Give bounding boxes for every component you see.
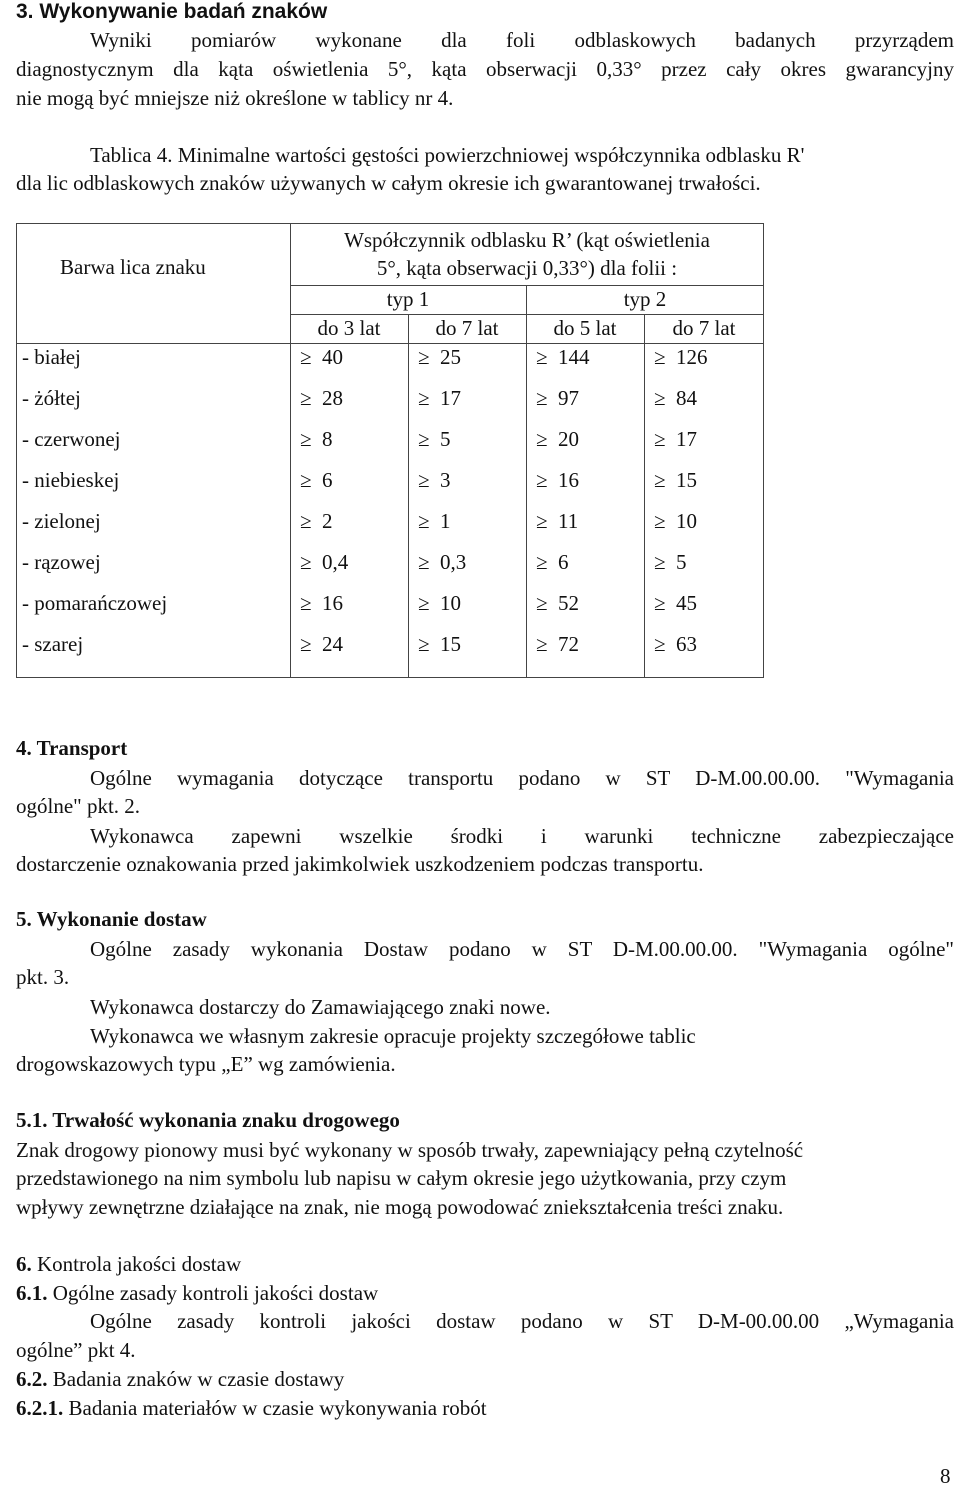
row-color-label: - niebieskej xyxy=(22,468,120,492)
ge-symbol: ≥ xyxy=(300,632,312,656)
heading-text: Badania materiałów w czasie wykonywania robót xyxy=(68,1396,487,1420)
table-value-cell xyxy=(418,550,466,575)
s3-para-line-1: Wyniki pomiarów wykonane dla foli odblaskowych badanych przyrządem xyxy=(90,28,954,52)
cell-value: 16 xyxy=(322,591,343,615)
ge-symbol: ≥ xyxy=(536,550,548,574)
table-value-cell xyxy=(654,427,697,452)
ge-symbol: ≥ xyxy=(654,386,666,410)
period-header: do 7 lat xyxy=(672,316,736,340)
cell-value: 25 xyxy=(440,345,461,369)
cell-value: 24 xyxy=(322,632,343,656)
s3-para-line-3: nie mogą być mniejsze niż określone w tablicy nr 4. xyxy=(16,86,454,110)
cell-value: 5 xyxy=(676,550,687,574)
cell-value: 15 xyxy=(440,632,461,656)
heading-text: Kontrola jakości dostaw xyxy=(37,1252,242,1276)
period-header: do 7 lat xyxy=(435,316,499,340)
cell-value: 10 xyxy=(440,591,461,615)
page-number: 8 xyxy=(940,1464,951,1488)
table-value-cell xyxy=(654,509,697,534)
heading-number: 3. xyxy=(16,0,34,23)
cell-value: 0,4 xyxy=(322,550,349,574)
ge-symbol: ≥ xyxy=(300,509,312,533)
table-value-cell xyxy=(300,591,343,616)
type-2-header: typ 2 xyxy=(623,287,667,311)
ge-symbol: ≥ xyxy=(300,386,312,410)
table-value-cell xyxy=(536,550,569,575)
table-value-cell xyxy=(418,345,461,370)
table-value-cell xyxy=(654,591,697,616)
table-value-cell xyxy=(300,509,333,534)
table-header-line-2 xyxy=(290,314,764,315)
ge-symbol: ≥ xyxy=(654,550,666,574)
cell-value: 8 xyxy=(322,427,333,451)
s5-p3-line-2: drogowskazowych typu „E” wg zamówienia. xyxy=(16,1052,396,1076)
cell-value: 10 xyxy=(676,509,697,533)
s5-p1-line-1: Ogólne zasady wykonania Dostaw podano w ST D-M.00.00.00. "Wymagania ogólne" xyxy=(90,937,954,961)
heading-number: 6.2. xyxy=(16,1367,48,1391)
ge-symbol: ≥ xyxy=(418,632,430,656)
table-border-left xyxy=(16,223,17,678)
ge-symbol: ≥ xyxy=(300,591,312,615)
row-color-label: - czerwonej xyxy=(22,427,121,451)
ge-symbol: ≥ xyxy=(418,427,430,451)
cell-value: 20 xyxy=(558,427,579,451)
row-color-label: - pomarańczowej xyxy=(22,591,168,615)
heading-text: Wykonywanie badań znaków xyxy=(39,0,328,23)
table-value-cell xyxy=(418,591,461,616)
cell-value: 17 xyxy=(440,386,461,410)
table-value-cell xyxy=(536,386,579,411)
table-value-cell xyxy=(654,345,708,370)
table-value-cell xyxy=(300,386,343,411)
s5-p1-line-2: pkt. 3. xyxy=(16,965,70,989)
ge-symbol: ≥ xyxy=(418,468,430,492)
table-border-bottom xyxy=(16,677,764,678)
cell-value: 28 xyxy=(322,386,343,410)
ge-symbol: ≥ xyxy=(654,468,666,492)
heading-text: Badania znaków w czasie dostawy xyxy=(52,1367,345,1391)
table-value-cell xyxy=(418,468,451,493)
s51-line-3: wpływy zewnętrzne działające na znak, nie mogą powodować zniekształcenia treści znaku. xyxy=(16,1195,784,1219)
row-color-label: - szarej xyxy=(22,632,84,656)
section-3-heading xyxy=(16,0,327,24)
cell-value: 52 xyxy=(558,591,579,615)
reflectance-table xyxy=(16,223,764,678)
ge-symbol: ≥ xyxy=(536,509,548,533)
ge-symbol: ≥ xyxy=(536,386,548,410)
table-value-cell xyxy=(536,632,579,657)
heading-number: 6.1. xyxy=(16,1281,48,1305)
ge-symbol: ≥ xyxy=(654,591,666,615)
heading-text: Ogólne zasady kontroli jakości dostaw xyxy=(52,1281,379,1305)
period-header: do 5 lat xyxy=(553,316,617,340)
s51-line-2: przedstawionego na nim symbolu lub napisu w całym okresie jego użytkowania, przy czym xyxy=(16,1166,787,1190)
cell-value: 144 xyxy=(558,345,590,369)
cell-value: 3 xyxy=(440,468,451,492)
table-value-cell xyxy=(654,550,687,575)
ge-symbol: ≥ xyxy=(536,427,548,451)
group-header-line-2: 5°, kąta obserwacji 0,33°) dla folii : xyxy=(376,256,678,280)
cell-value: 5 xyxy=(440,427,451,451)
table-value-cell xyxy=(536,591,579,616)
ge-symbol: ≥ xyxy=(300,468,312,492)
ge-symbol: ≥ xyxy=(536,345,548,369)
section-6-2-1-heading xyxy=(16,1394,487,1422)
ge-symbol: ≥ xyxy=(300,550,312,574)
s51-line-1: Znak drogowy pionowy musi być wykonany w sposób trwały, zapewniający pełną czytelność xyxy=(16,1138,804,1162)
cell-value: 17 xyxy=(676,427,697,451)
section-5-1-heading: 5.1. Trwałość wykonania znaku drogowego xyxy=(16,1108,400,1132)
table-value-cell xyxy=(418,509,451,534)
row-color-label: - białej xyxy=(22,345,81,369)
cell-value: 45 xyxy=(676,591,697,615)
table-value-cell xyxy=(418,386,461,411)
cell-value: 40 xyxy=(322,345,343,369)
ge-symbol: ≥ xyxy=(654,345,666,369)
table-value-cell xyxy=(300,550,348,575)
ge-symbol: ≥ xyxy=(418,386,430,410)
ge-symbol: ≥ xyxy=(418,345,430,369)
table-value-cell xyxy=(300,427,333,452)
s4-p2-line-2: dostarczenie oznakowania przed jakimkolwiek uszkodzeniem podczas transportu. xyxy=(16,852,704,876)
ge-symbol: ≥ xyxy=(300,345,312,369)
section-4-heading: 4. Transport xyxy=(16,736,128,760)
heading-number: 6.2.1. xyxy=(16,1396,64,1420)
cell-value: 63 xyxy=(676,632,697,656)
table-value-cell xyxy=(300,345,343,370)
table-header-line-1 xyxy=(290,285,764,286)
cell-value: 97 xyxy=(558,386,579,410)
cell-value: 2 xyxy=(322,509,333,533)
table-value-cell xyxy=(654,632,697,657)
ge-symbol: ≥ xyxy=(300,427,312,451)
table-value-cell xyxy=(536,468,579,493)
ge-symbol: ≥ xyxy=(418,509,430,533)
ge-symbol: ≥ xyxy=(654,509,666,533)
row-color-label: - zielonej xyxy=(22,509,101,533)
cell-value: 15 xyxy=(676,468,697,492)
table-value-cell xyxy=(300,468,333,493)
table-value-cell xyxy=(536,427,579,452)
cell-value: 126 xyxy=(676,345,708,369)
table-col-divider-3 xyxy=(526,285,527,678)
table-value-cell xyxy=(536,345,590,370)
cell-value: 6 xyxy=(558,550,569,574)
table-header-line-3 xyxy=(16,343,764,344)
table-col-divider-4 xyxy=(644,314,645,678)
type-1-header: typ 1 xyxy=(386,287,430,311)
cell-value: 11 xyxy=(558,509,579,533)
s4-p1-line-1: Ogólne wymagania dotyczące transportu podano w ST D-M.00.00.00. "Wymagania xyxy=(90,766,954,790)
ge-symbol: ≥ xyxy=(418,550,430,574)
s3-para-line-2: diagnostycznym dla kąta oświetlenia 5°, kąta obserwacji 0,33° przez cały okres gwarancyjny xyxy=(16,57,954,81)
period-header: do 3 lat xyxy=(317,316,381,340)
cell-value: 6 xyxy=(322,468,333,492)
s4-p2-line-1: Wykonawca zapewni wszelkie środki i warunki techniczne zabezpieczające xyxy=(90,824,954,848)
section-6-1-heading xyxy=(16,1279,378,1307)
ge-symbol: ≥ xyxy=(536,632,548,656)
s5-p2: Wykonawca dostarczy do Zamawiającego znaki nowe. xyxy=(90,995,551,1019)
ge-symbol: ≥ xyxy=(536,591,548,615)
row-color-label: - żółtej xyxy=(22,386,81,410)
table-value-cell xyxy=(654,468,697,493)
s61-line-2: ogólne” pkt 4. xyxy=(16,1338,136,1362)
s5-p3-line-1: Wykonawca we własnym zakresie opracuje projekty szczegółowe tablic xyxy=(90,1024,696,1048)
table-caption-line-1: Tablica 4. Minimalne wartości gęstości powierzchniowej współczynnika odblasku R' xyxy=(90,143,805,167)
table-value-cell xyxy=(418,427,451,452)
s61-line-1: Ogólne zasady kontroli jakości dostaw podano w ST D-M-00.00.00 „Wymagania xyxy=(90,1309,954,1333)
table-value-cell xyxy=(300,632,343,657)
table-value-cell xyxy=(418,632,461,657)
ge-symbol: ≥ xyxy=(536,468,548,492)
cell-value: 16 xyxy=(558,468,579,492)
table-value-cell xyxy=(654,386,697,411)
table-value-cell xyxy=(536,509,578,534)
ge-symbol: ≥ xyxy=(418,591,430,615)
s4-p1-line-2: ogólne" pkt. 2. xyxy=(16,794,141,818)
group-header-line-1: Współczynnik odblasku R’ (kąt oświetlenia xyxy=(344,228,710,252)
table-caption-line-2: dla lic odblaskowych znaków używanych w całym okresie ich gwarantowanej trwałości. xyxy=(16,171,761,195)
cell-value: 72 xyxy=(558,632,579,656)
cell-value: 1 xyxy=(440,509,451,533)
heading-number: 6. xyxy=(16,1252,32,1276)
table-col-divider-2 xyxy=(408,314,409,678)
section-6-heading xyxy=(16,1250,241,1278)
section-6-2-heading xyxy=(16,1365,344,1393)
cell-value: 0,3 xyxy=(440,550,467,574)
row-color-label: - rązowej xyxy=(22,550,101,574)
ge-symbol: ≥ xyxy=(654,427,666,451)
cell-value: 84 xyxy=(676,386,697,410)
col-header-color: Barwa lica znaku xyxy=(60,255,206,279)
table-border-top xyxy=(16,223,764,224)
ge-symbol: ≥ xyxy=(654,632,666,656)
section-5-heading: 5. Wykonanie dostaw xyxy=(16,907,207,931)
